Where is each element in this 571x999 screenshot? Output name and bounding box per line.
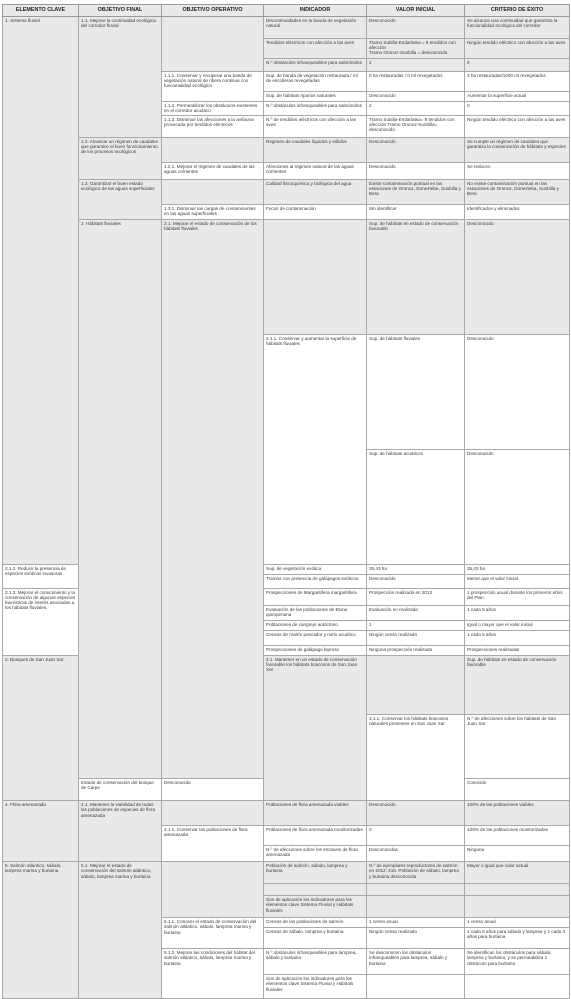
objectives-table <box>2 4 570 999</box>
table-cell: Se reducen <box>465 163 570 180</box>
table-cell: Sin identificar <box>367 205 465 220</box>
table-cell: Poblaciones de cangrejo autóctono <box>264 621 367 631</box>
table-cell <box>465 975 570 999</box>
table-cell: Sup. de hábitats fluviales <box>367 335 465 450</box>
table-cell: Son de aplicación los indicadores para los elementos clave Sistema Fluvial y Hábitats fluviales <box>264 896 367 918</box>
table-cell: Afecciones al régimen natural de las aguas corrientes <box>264 163 367 180</box>
table-cell: 0 <box>367 826 465 846</box>
table-cell: Sup. de hábitats en estado de conservación favorable <box>465 656 570 715</box>
table-cell <box>264 220 367 335</box>
table-cell: Desconocido <box>367 92 465 102</box>
table-cell: Se alcanza una continuidad que garantiza la funcionalidad ecológica del corredor <box>465 17 570 39</box>
table-cell: Discontinuidades en la banda de vegetación natural <box>264 17 367 39</box>
table-cell: Prospecciones realizadas <box>465 646 570 656</box>
table-cell: 3. Bosques de San Juan Xar <box>3 656 79 801</box>
table-cell: 2.1.3. Mejorar el conocimiento y la conservación de algunas especies faunísticas de interés asociadas a los hábitats fluviales. <box>3 589 79 656</box>
table-cell: Desconocido <box>367 163 465 180</box>
table-cell: 2.1.1. Conservar y aumentar la superficie de hábitats fluviales <box>264 335 367 565</box>
table-row <box>3 220 570 335</box>
table-cell: Prospección realizada en 2013 <box>367 589 465 606</box>
table-cell: Desconocidas <box>367 846 465 862</box>
table-cell: 3.1. Mantener en un estado de conservación favorable los hábitats boscosos de San Juan Xar <box>264 656 367 801</box>
table-cell: Tendidos eléctricos con afección a las aves <box>264 39 367 59</box>
table-cell: Se identifican los obstáculos para sábalo, lamprea y burtaina, y se permeabiliza 1 obstáculo para burtaina <box>465 949 570 975</box>
table-cell: N.º de afecciones sobre los enclaves de flora amenazada <box>264 846 367 862</box>
table-row <box>3 17 570 39</box>
table-cell: Ningún tendido eléctrico con afección a las aves <box>465 39 570 59</box>
table-cell: 35,43 ha <box>465 565 570 575</box>
table-cell: Desconocido <box>465 335 570 450</box>
table-cell: Tramo Subilla-Endarlatsa = 9 tendidos con afección Tramo Oronoz-Sunbilla = desconocido <box>367 39 465 59</box>
table-cell: 0 ha restauradas / 0 ml revegetados <box>367 72 465 92</box>
table-cell: 1.1.1. Conservar y recuperar una banda de vegetación natural de ribera continua con funcionalidad ecológica <box>162 72 264 102</box>
table-cell <box>367 884 465 896</box>
header-valor-inicial: VALOR INICIAL <box>367 5 465 17</box>
table-cell: Identificados y eliminados <box>465 205 570 220</box>
table-cell: Sup. de banda de vegetación restaurada / ml de escolleras revegetadas <box>264 72 367 92</box>
table-cell <box>465 884 570 896</box>
table-cell: 2.1. Mejorar el estado de conservación de los hábitats fluviales <box>162 220 264 779</box>
table-cell: 0 <box>465 102 570 116</box>
table-cell: Desconocido <box>465 220 570 335</box>
table-cell <box>162 180 264 205</box>
table-row <box>3 138 570 163</box>
table-cell: Tramos con presencia de galápagos exóticos <box>264 575 367 589</box>
table-cell: Prospecciones de galápago leproso <box>264 646 367 656</box>
table-cell: Desconocido <box>367 801 465 826</box>
table-cell: Sup. de hábitats acuáticos <box>367 450 465 565</box>
header-row <box>3 5 570 17</box>
table-cell: 1.1. Mejorar la continuidad ecológica del corredor fluvial <box>79 17 162 138</box>
table-cell: Población de salmón, sábalo, lamprea y burtaina <box>264 862 367 884</box>
table-cell: Censos de las poblaciones de salmón <box>264 918 367 928</box>
table-cell <box>162 862 264 918</box>
table-cell: 1 cada 5 años <box>465 606 570 621</box>
table-body <box>3 17 570 999</box>
table-cell: 0 <box>465 59 570 72</box>
table-cell <box>162 801 264 826</box>
table-cell: Sup. de hábitats riparios naturales <box>264 92 367 102</box>
table-cell <box>367 656 465 715</box>
table-row <box>3 862 570 884</box>
table-cell: 4.1. Mantener la viabilidad de todas las poblaciones de especies de flora amenazada <box>79 801 162 862</box>
table-cell: N.º de tendidos eléctricos con afección a las aves <box>264 116 367 138</box>
table-cell: Menor que el valor inicial <box>465 575 570 589</box>
table-cell: 1.1.3. Disminuir las afecciones a la avifauna provocada por tendidos eléctricos <box>162 116 264 138</box>
table-cell: Ningún tendido eléctrico con afección a las aves <box>465 116 570 138</box>
table-cell: 5.1.2. Mejorar las condiciones del hábitat del salmón atlántico, sábalo, lamprea marina y burtaina <box>162 949 264 999</box>
table-cell: 1.2. Alcanzar un régimen de caudales que garantice el buen funcionamiento de los procesos ecológicos <box>79 138 162 180</box>
table-cell: Evaluación no realizada <box>367 606 465 621</box>
table-cell: 1 censo anual <box>465 918 570 928</box>
table-cell: Igual o mayor que el valor inicial <box>465 621 570 631</box>
table-cell: Ningún censo realizado <box>367 928 465 949</box>
table-cell: Prospecciones de Margaritifera margaritifera <box>264 589 367 606</box>
table-cell: 5.1. Mejorar el estado de conservación del salmón atlántico, sábalo, lamprea marina y burtaina <box>79 862 162 999</box>
table-cell: 2. Hábitats fluviales <box>79 220 162 779</box>
table-cell: Se desconocen los obstáculos infranqueables para lamprea, sábalo y burtaina <box>367 949 465 975</box>
table-cell: Desconocido <box>162 779 264 801</box>
table-cell: 1 censo anual <box>367 918 465 928</box>
table-cell: Poblaciones de flora amenazada viables <box>264 801 367 826</box>
table-cell: 2 <box>367 59 465 72</box>
table-cell: 4. Flora amenazada <box>3 801 79 862</box>
table-cell: Conocido <box>465 779 570 801</box>
table-cell: 1.3. Garantizar el buen estado ecológico de las aguas superficiales <box>79 180 162 220</box>
header-elemento-clave: ELEMENTO CLAVE <box>3 5 79 17</box>
table-cell: 1 prospección anual durante los primeros años del Plan <box>465 589 570 606</box>
table-cell: 1. Sistema fluvial <box>3 17 79 565</box>
table-cell: Sup. de vegetación exótica <box>264 565 367 575</box>
table-cell: 4.1.1. Conservar las poblaciones de flora amenazada <box>162 826 264 862</box>
table-cell: 1.3.1. Disminuir las cargas de contaminantes en las aguas superficiales <box>162 205 264 220</box>
table-cell: Poblaciones de flora amenazada monitorizadas <box>264 826 367 846</box>
table-cell <box>162 17 264 72</box>
table-cell: Estado de conservación del bosque de Carpe <box>79 779 162 801</box>
table-cell: Régimen de caudales líquidos y sólidos <box>264 138 367 163</box>
table-cell: Existe contaminación puntual en las estaciones de Oronoz, Doneztebe, Sunbilla y Bera <box>367 180 465 205</box>
table-cell <box>367 896 465 918</box>
table-row <box>3 180 570 205</box>
table-cell: Censos de sábalo, lamprea y burtaina <box>264 928 367 949</box>
table-cell: Sup. de hábitats en estado de conservación favorable <box>367 220 465 335</box>
table-cell: Focos de contaminación <box>264 205 367 220</box>
table-cell: N.º de ejemplares reproductores de salmón en 2012: 416. Población de sábalo, lamprea y burtaina desconocida <box>367 862 465 884</box>
table-cell: Ninguna <box>465 846 570 862</box>
table-cell <box>465 896 570 918</box>
table-cell: Se cumple un régimen de caudales que garantiza la conservación de hábitats y especies <box>465 138 570 163</box>
header-indicador: INDICADOR <box>264 5 367 17</box>
table-cell: 35,43 ha <box>367 565 465 575</box>
header-objetivo-final: OBJETIVO FINAL <box>79 5 162 17</box>
table-cell <box>264 884 367 896</box>
table-cell: Tramo Subilla-Endarlatsa= 9 tendidos con afección Tramo Oronoz-Sunbilla= desconocido <box>367 116 465 138</box>
table-cell: 1.1.2. Permeabilizar los obstáculos existentes en el corredor acuático <box>162 102 264 116</box>
table-cell: 5. Salmón atlántico, sábalo, lamprea marina y burtaina <box>3 862 79 999</box>
table-cell: 2.1.2. Reducir la presencia de especies exóticas invasoras <box>3 565 79 589</box>
table-cell: N.º obstáculos infranqueables para salmónidos <box>264 59 367 72</box>
header-objetivo-operativo: OBJETIVO OPERATIVO <box>162 5 264 17</box>
table-cell: Desconocido <box>367 17 465 39</box>
table-cell: N.º obstáculos infranqueables para lamprea, sábalo y burtaina <box>264 949 367 975</box>
table-cell: 3 ha restauradas/1000 ml revegetados <box>465 72 570 92</box>
table-cell: Son de aplicación los indicadores para los elementos clave Sistema Fluvial y Hábitats fluviales <box>264 975 367 999</box>
table-cell: Aumentar la superficie actual <box>465 92 570 102</box>
table-cell: 100% de las poblaciones monitorizadas <box>465 826 570 846</box>
header-criterio-exito: CRITERIO DE ÉXITO <box>465 5 570 17</box>
table-cell: N.º obstáculos infranqueables para salmónidos <box>264 102 367 116</box>
table-cell: Desconocido <box>367 138 465 163</box>
table-cell: Ninguna prospección realizada <box>367 646 465 656</box>
table-cell: N.º de afecciones sobre los hábitats de San Juan Xar <box>465 715 570 779</box>
table-cell: Evaluación de las poblaciones de Elona quimperiana <box>264 606 367 621</box>
table-cell: Mayor o igual que valor actual <box>465 862 570 884</box>
table-cell: Censos de martín pescador y mirlo acuático <box>264 631 367 646</box>
table-row <box>3 801 570 826</box>
table-cell: Desconocido <box>465 450 570 565</box>
table-cell: 2 <box>367 102 465 116</box>
table-cell: Ningún censo realizado <box>367 631 465 646</box>
table-cell: Calidad fisicoquímica y biológica del agua <box>264 180 367 205</box>
table-cell: Desconocido <box>367 575 465 589</box>
table-cell: 5.1.1. Conocer el estado de conservación del salmón atlántico, sábalo, lamprea marina y burtaina <box>162 918 264 949</box>
table-cell <box>367 975 465 999</box>
table-cell: 1.2.1. Mejorar el régimen de caudales de las aguas corrientes <box>162 163 264 180</box>
table-cell: 1 <box>367 621 465 631</box>
table-cell: 1 cada 5 años para sábalo y lamprea y 1 cada 3 años para burtaina <box>465 928 570 949</box>
table-cell: 1 cada 5 años <box>465 631 570 646</box>
table-cell <box>162 138 264 163</box>
table-cell: 3.1.1. Conservar los hábitats boscosos naturales presentes en San Juan Xar <box>367 715 465 801</box>
table-cell: 100% de las poblaciones viables <box>465 801 570 826</box>
table-cell: No existe contaminación puntual en las estaciones de Oronoz, Donezteba, Sunbilla y Bera <box>465 180 570 205</box>
